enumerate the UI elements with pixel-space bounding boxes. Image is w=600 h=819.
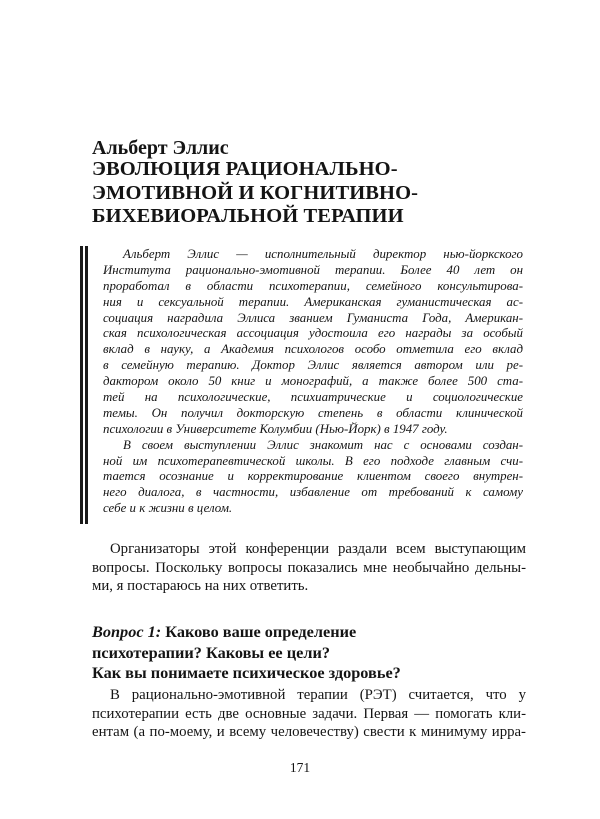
intro-line: тается осознание и корректирование клиентом своего внутрен- (103, 469, 523, 484)
question-line (92, 622, 401, 643)
chapter-title (92, 158, 418, 229)
paragraph-line: ентам (а по-моему, и всему человечеству) свести к минимуму ирра- (92, 724, 526, 740)
question-text: Каково ваше определение (165, 622, 357, 641)
intro-line: вклад в науку, а Академия психологов особо отметила его вклад (103, 342, 523, 357)
intro-line: ной им психотерапевтической школы. В его подходе главным счи- (103, 453, 523, 468)
page-number: 171 (289, 760, 311, 775)
paragraph-organizers (92, 540, 526, 596)
intro-line: В своем выступлении Эллис знакомит нас с основами создан- (123, 437, 523, 452)
intro-line: тей на психологические, психиатрические и социологические (103, 390, 523, 405)
intro-sidebar-rule (85, 246, 88, 524)
question-line: психотерапии? Каковы ее цели? (92, 642, 330, 662)
paragraph-line: Организаторы этой конференции раздали всем выступающим (110, 541, 526, 557)
paragraph-line: психотерапии есть две основные задачи. Первая — помогать кли- (92, 705, 526, 722)
question-label: Вопрос 1: (92, 622, 162, 641)
author-intro (103, 247, 523, 517)
intro-line: социация наградила Эллиса званием Гуманиста Года, Американ- (103, 310, 523, 325)
intro-line: дактором около 50 книг и монографий, а также более 500 ста- (103, 374, 523, 389)
intro-line: него диалога, в частности, избавление от требований к самому (103, 485, 523, 500)
chapter-title-line: ЭВОЛЮЦИЯ РАЦИОНАЛЬНО- (92, 158, 398, 180)
paragraph-line: В рационально-эмотивной терапии (РЭТ) считается, что у (110, 687, 526, 703)
chapter-title-line: БИХЕВИОРАЛЬНОЙ ТЕРАПИИ (92, 205, 404, 227)
intro-sidebar-rule (80, 246, 83, 524)
question-line: Как вы понимаете психическое здоровье? (92, 663, 401, 682)
intro-line: психологии в Университете Колумбии (Нью-Йорк) в 1947 году. (103, 421, 448, 436)
intro-line: Альберт Эллис — исполнительный директор нью-йоркского (123, 247, 523, 261)
chapter-author: Альберт Эллис (92, 137, 229, 159)
paragraph-ret (92, 686, 526, 742)
intro-line: себе и к жизни в целом. (103, 501, 233, 516)
intro-line: темы. Он получил докторскую степень в области клинической (103, 405, 523, 420)
paragraph-line: вопросы. Поскольку вопросы показались мне необычайно дельны- (92, 559, 526, 576)
intro-line: ния и сексуальной терапии. Американская гуманистическая ас- (103, 294, 523, 309)
chapter-title-line: ЭМОТИВНОЙ И КОГНИТИВНО- (92, 181, 419, 204)
intro-line: проработал в области психотерапии, семейного консультирова- (103, 278, 523, 293)
question-1-heading (92, 622, 401, 684)
intro-line: Института рационально-эмотивной терапии. Более 40 лет он (103, 262, 523, 277)
intro-line: ская психологическая ассоциация удостоила его награды за особый (103, 326, 523, 341)
paragraph-line: ми, я постараюсь на них ответить. (92, 578, 309, 594)
intro-line: в семейную терапию. Доктор Эллис является автором или ре- (103, 358, 523, 373)
